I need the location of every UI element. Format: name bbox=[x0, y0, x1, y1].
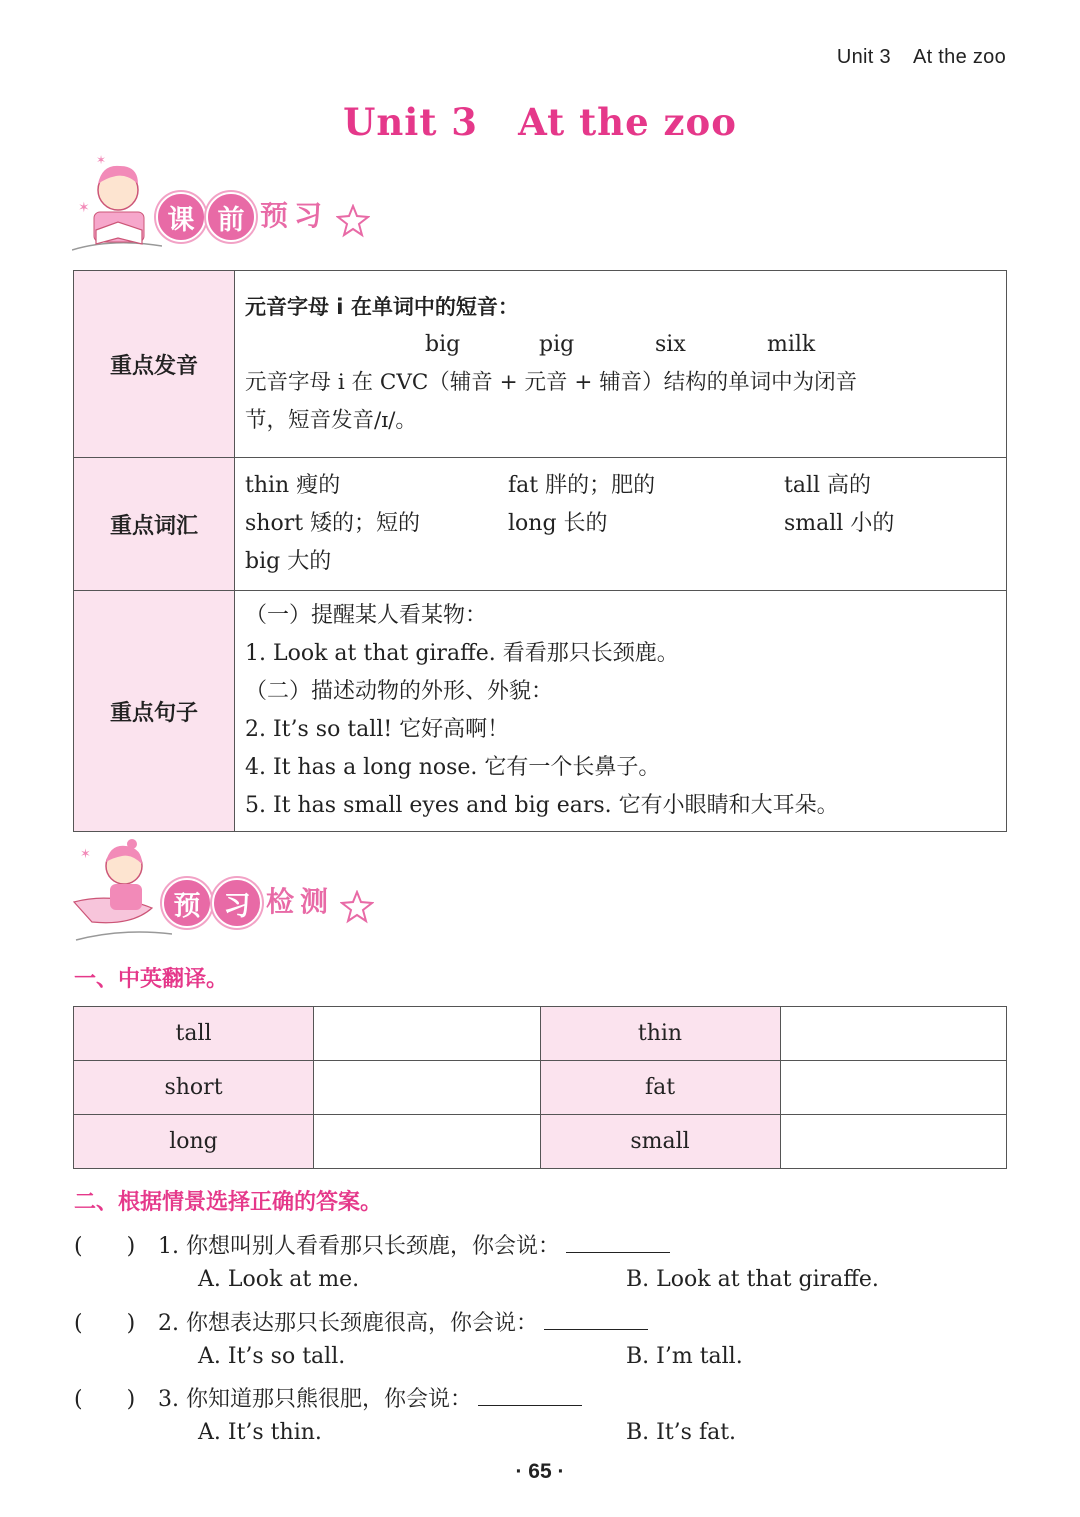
sentences-content bbox=[235, 591, 1007, 832]
vocab-item: big 大的 bbox=[245, 549, 332, 574]
word-cell: long bbox=[74, 1115, 314, 1169]
banner-char: 前 bbox=[206, 192, 256, 242]
table-row bbox=[74, 1115, 1007, 1169]
answer-cell[interactable] bbox=[314, 1061, 541, 1115]
banner-char: 预 bbox=[260, 199, 295, 232]
vocab-item: long 长的 bbox=[508, 511, 608, 536]
answer-bracket[interactable]: ( ) bbox=[74, 1234, 136, 1259]
vocab-item: short 矮的；短的 bbox=[245, 511, 421, 536]
answer-bracket[interactable]: ( ) bbox=[74, 1311, 136, 1336]
sentence-line: 4. It has a long nose. 它有一个长鼻子。 bbox=[245, 755, 661, 780]
star-icon bbox=[336, 204, 370, 238]
pronunciation-intro: 元音字母 i 在单词中的短音： bbox=[245, 295, 519, 319]
word-cell: fat bbox=[540, 1061, 780, 1115]
pronunciation-rule: 元音字母 i 在 CVC（辅音 + 元音 + 辅音）结构的单词中为闭音 bbox=[245, 370, 858, 395]
question-text: 3. 你知道那只熊很肥，你会说： bbox=[158, 1387, 472, 1412]
section2-heading: 二、根据情景选择正确的答案。 bbox=[74, 1190, 383, 1215]
sentence-line: 1. Look at that giraffe. 看看那只长颈鹿。 bbox=[245, 641, 679, 666]
page-title bbox=[0, 100, 1080, 144]
page-title-topic: At the zoo bbox=[518, 100, 737, 144]
pronunciation-label: 重点发音 bbox=[74, 271, 235, 458]
table-row bbox=[74, 1007, 1007, 1061]
page-number: · 65 · bbox=[515, 1460, 565, 1483]
sentence-line: 2. It’s so tall! 它好高啊！ bbox=[245, 717, 510, 742]
banner-text bbox=[266, 880, 334, 920]
word-cell: thin bbox=[540, 1007, 780, 1061]
vocab-item: small 小的 bbox=[784, 511, 895, 536]
banner-text bbox=[260, 194, 328, 234]
reading-boy-icon bbox=[72, 150, 162, 260]
answer-cell[interactable] bbox=[780, 1007, 1007, 1061]
question-text: 1. 你想叫别人看看那只长颈鹿，你会说： bbox=[158, 1234, 560, 1259]
preview-check-banner bbox=[72, 836, 392, 946]
example-word: six bbox=[655, 332, 686, 357]
sentence-line: （一）提醒某人看某物： bbox=[245, 603, 488, 628]
sentence-line: 5. It has small eyes and big ears. 它有小眼睛和大耳朵。 bbox=[245, 793, 839, 818]
running-header-unit: Unit 3 bbox=[836, 46, 891, 68]
banner-char: 习 bbox=[212, 878, 262, 928]
pronunciation-rule: 节，短音发音/ɪ/。 bbox=[245, 408, 417, 433]
pronunciation-content bbox=[235, 271, 1007, 458]
option-b: B. Look at that giraffe. bbox=[626, 1267, 879, 1292]
example-word: milk bbox=[767, 332, 816, 357]
vocabulary-content bbox=[235, 458, 1007, 591]
option-b: B. It’s fat. bbox=[626, 1420, 737, 1445]
vocab-item: thin 瘦的 bbox=[245, 473, 341, 498]
word-cell: small bbox=[540, 1115, 780, 1169]
answer-cell[interactable] bbox=[314, 1007, 541, 1061]
svg-text:✶: ✶ bbox=[78, 200, 90, 216]
question-text: 2. 你想表达那只长颈鹿很高，你会说： bbox=[158, 1311, 538, 1336]
banner-char: 检 bbox=[266, 885, 301, 918]
option-a: A. It’s thin. bbox=[198, 1420, 322, 1445]
svg-text:✶: ✶ bbox=[96, 153, 107, 167]
vocab-item: fat 胖的；肥的 bbox=[508, 473, 656, 498]
answer-cell[interactable] bbox=[780, 1115, 1007, 1169]
word-cell: short bbox=[74, 1061, 314, 1115]
word-cell: tall bbox=[74, 1007, 314, 1061]
answer-cell[interactable] bbox=[780, 1061, 1007, 1115]
table-row bbox=[74, 1061, 1007, 1115]
answer-blank[interactable] bbox=[544, 1309, 648, 1330]
sentences-label: 重点句子 bbox=[74, 591, 235, 832]
answer-blank[interactable] bbox=[566, 1232, 670, 1253]
option-a: A. It’s so tall. bbox=[198, 1344, 346, 1369]
pronunciation-words bbox=[245, 326, 996, 364]
page-title-unit: Unit 3 bbox=[343, 100, 479, 144]
vocabulary-label: 重点词汇 bbox=[74, 458, 235, 591]
banner-char: 习 bbox=[294, 199, 329, 232]
star-icon bbox=[340, 890, 374, 924]
question-3 bbox=[74, 1382, 1014, 1413]
answer-blank[interactable] bbox=[478, 1385, 582, 1406]
example-word: big bbox=[425, 332, 461, 357]
svg-text:✶: ✶ bbox=[80, 847, 91, 862]
key-points-table bbox=[73, 270, 1007, 832]
banner-char: 预 bbox=[162, 878, 212, 928]
example-word: pig bbox=[539, 332, 575, 357]
girl-on-rocket-icon bbox=[72, 836, 172, 946]
sentence-line: （二）描述动物的外形、外貌： bbox=[245, 679, 554, 704]
question-2 bbox=[74, 1306, 1014, 1337]
section1-heading: 一、中英翻译。 bbox=[74, 967, 229, 992]
answer-cell[interactable] bbox=[314, 1115, 541, 1169]
banner-char: 课 bbox=[156, 192, 206, 242]
option-b: B. I’m tall. bbox=[626, 1344, 743, 1369]
translation-table bbox=[73, 1006, 1007, 1169]
question-1 bbox=[74, 1229, 1014, 1260]
running-header-topic: At the zoo bbox=[912, 46, 1006, 68]
banner-char: 测 bbox=[300, 885, 335, 918]
answer-bracket[interactable]: ( ) bbox=[74, 1387, 136, 1412]
option-a: A. Look at me. bbox=[198, 1267, 360, 1292]
vocab-item: tall 高的 bbox=[784, 473, 872, 498]
running-header bbox=[837, 46, 1006, 69]
preview-banner bbox=[72, 150, 392, 260]
